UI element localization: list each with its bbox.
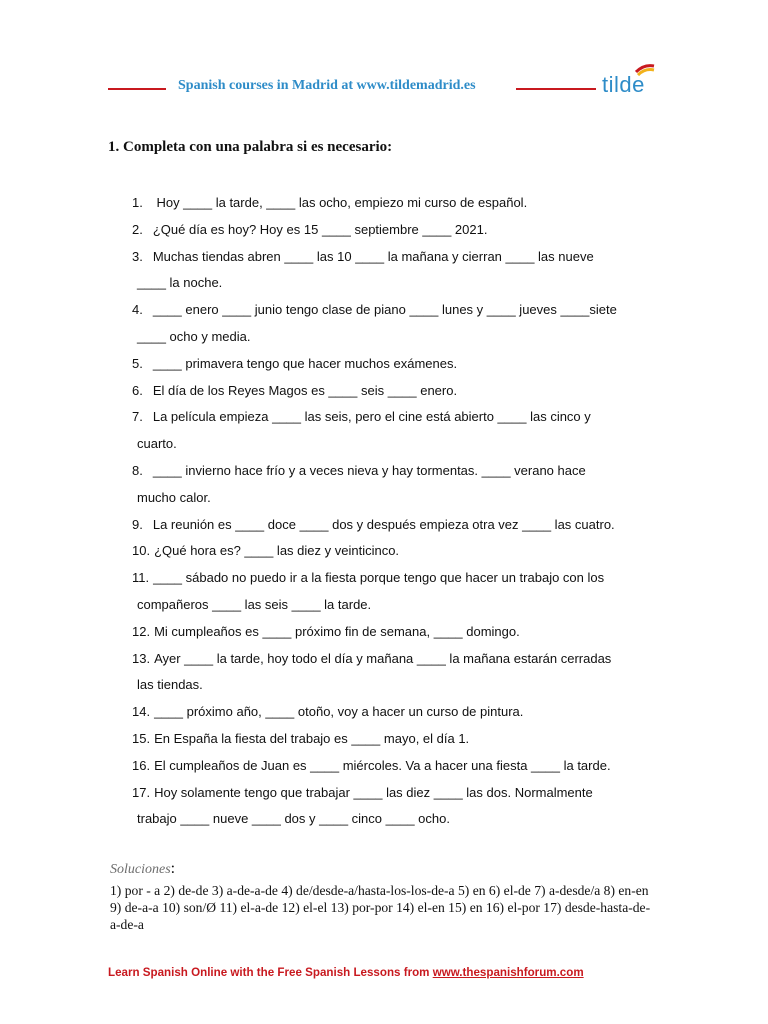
exercise-item-number: 5. [132, 355, 143, 371]
exercise-item-number: 3. [132, 248, 143, 264]
exercise-item-text: La reunión es ____ doce ____ dos y después empieza otra vez ____ las cuatro. [152, 516, 615, 532]
exercise-item [132, 244, 668, 298]
exercise-item-text: Muchas tiendas abren ____ las 10 ____ la mañana y cierran ____ las nueve [152, 248, 594, 264]
solutions-heading [110, 860, 658, 878]
exercise-item [132, 699, 668, 726]
solutions-colon: : [170, 860, 176, 877]
exercise-item-number: 1. [132, 195, 143, 210]
exercise-item-continuation: compañeros ____ las seis ____ la tarde. [137, 596, 372, 612]
exercise-item [132, 351, 668, 378]
exercise-item-text: Ayer ____ la tarde, hoy todo el día y mañana ____ la mañana estarán cerradas [154, 650, 612, 666]
tilde-logo [602, 62, 660, 102]
logo-text: tilde [602, 72, 645, 97]
exercise-item [132, 780, 668, 834]
solutions-title: Soluciones [110, 862, 171, 877]
exercise-item-continuation: cuarto. [137, 436, 177, 452]
exercise-item-text: ____ invierno hace frío y a veces nieva y hay tormentas. ____ verano hace [152, 462, 586, 478]
exercise-item-text: ¿Qué día es hoy? Hoy es 15 ____ septiembre ____ 2021. [152, 221, 488, 237]
header-link-text[interactable]: Spanish courses in Madrid at www.tildemadrid.es [178, 78, 476, 93]
exercise-item-text: ____ enero ____ junio tengo clase de piano ____ lunes y ____ jueves ____siete [152, 302, 617, 318]
exercise-list [132, 190, 668, 833]
exercise-item-continuation: las tiendas. [137, 677, 203, 693]
exercise-item-number: 15. [132, 730, 151, 746]
exercise-item [132, 512, 668, 539]
exercise-item-text: ¿Qué hora es? ____ las diez y veinticinco. [154, 543, 400, 559]
exercise-item-number: 9. [132, 516, 143, 532]
exercise-item-number: 14. [132, 704, 151, 720]
header-rule-left [108, 88, 166, 90]
exercise-item [132, 378, 668, 405]
exercise-item-text: Hoy ____ la tarde, ____ las ocho, empiezo mi curso de español. [152, 195, 528, 210]
exercise-item-text: Mi cumpleaños es ____ próximo fin de semana, ____ domingo. [154, 623, 520, 639]
exercise-item [132, 726, 668, 753]
footer-text: Learn Spanish Online with the Free Spanish Lessons from [108, 966, 433, 979]
exercise-item-number: 8. [132, 462, 143, 478]
exercise-item [132, 217, 668, 244]
exercise-item-text: El día de los Reyes Magos es ____ seis ____ enero. [152, 382, 458, 398]
exercise-item-text: El cumpleaños de Juan es ____ miércoles. Va a hacer una fiesta ____ la tarde. [154, 757, 611, 773]
solutions-section [110, 860, 658, 933]
exercise-item-text: La película empieza ____ las seis, pero el cine está abierto ____ las cinco y [152, 409, 591, 425]
exercise-item-number: 10. [132, 543, 151, 559]
exercise-item-text: ____ próximo año, ____ otoño, voy a hacer un curso de pintura. [154, 704, 524, 720]
footer-link[interactable]: www.thespanishforum.com [432, 966, 584, 979]
exercise-item-number: 13. [132, 650, 151, 666]
exercise-item-continuation: trabajo ____ nueve ____ dos y ____ cinco ____ ocho. [137, 811, 450, 827]
exercise-item-continuation: mucho calor. [137, 489, 211, 505]
exercise-item-number: 7. [132, 409, 143, 425]
header-rule-right [516, 88, 596, 90]
exercise-item-text: En España la fiesta del trabajo es ____ mayo, el día 1. [154, 730, 470, 746]
exercise-item [132, 565, 668, 619]
exercise-item-number: 4. [132, 302, 143, 318]
exercise-item-number: 12. [132, 623, 151, 639]
exercise-item-number: 6. [132, 382, 143, 398]
exercise-item-continuation: ____ la noche. [137, 275, 223, 291]
exercise-item [132, 646, 668, 700]
exercise-item [132, 458, 668, 512]
exercise-item-number: 17. [132, 784, 151, 800]
exercise-item-number: 11. [132, 570, 150, 586]
exercise-item [132, 753, 668, 780]
exercise-title: 1. Completa con una palabra si es necesario: [108, 139, 393, 155]
exercise-item [132, 619, 668, 646]
exercise-item-text: Hoy solamente tengo que trabajar ____ las diez ____ las dos. Normalmente [154, 784, 593, 800]
exercise-item-number: 16. [132, 757, 151, 773]
exercise-item-continuation: ____ ocho y media. [137, 328, 251, 344]
page-header [108, 72, 656, 100]
exercise-item [132, 404, 668, 458]
exercise-item [132, 538, 668, 565]
footer [108, 966, 656, 979]
exercise-item-text: ____ sábado no puedo ir a la fiesta porque tengo que hacer un trabajo con los [153, 570, 605, 586]
exercise-item [132, 190, 668, 217]
solutions-text: 1) por - a 2) de-de 3) a-de-a-de 4) de/desde-a/hasta-los-los-de-a 5) en 6) el-de 7) a-desde/a 8) en-en 9) de-a-a 10) son/Ø 11) el-a-de 12) el-el 13) por-por 14) el-en 15) en 16) el-por 17) desde-hasta-de-a-de-a [110, 883, 651, 932]
exercise-item-text: ____ primavera tengo que hacer muchos exámenes. [152, 355, 458, 371]
exercise-item-number: 2. [132, 221, 143, 237]
exercise-item [132, 297, 668, 351]
